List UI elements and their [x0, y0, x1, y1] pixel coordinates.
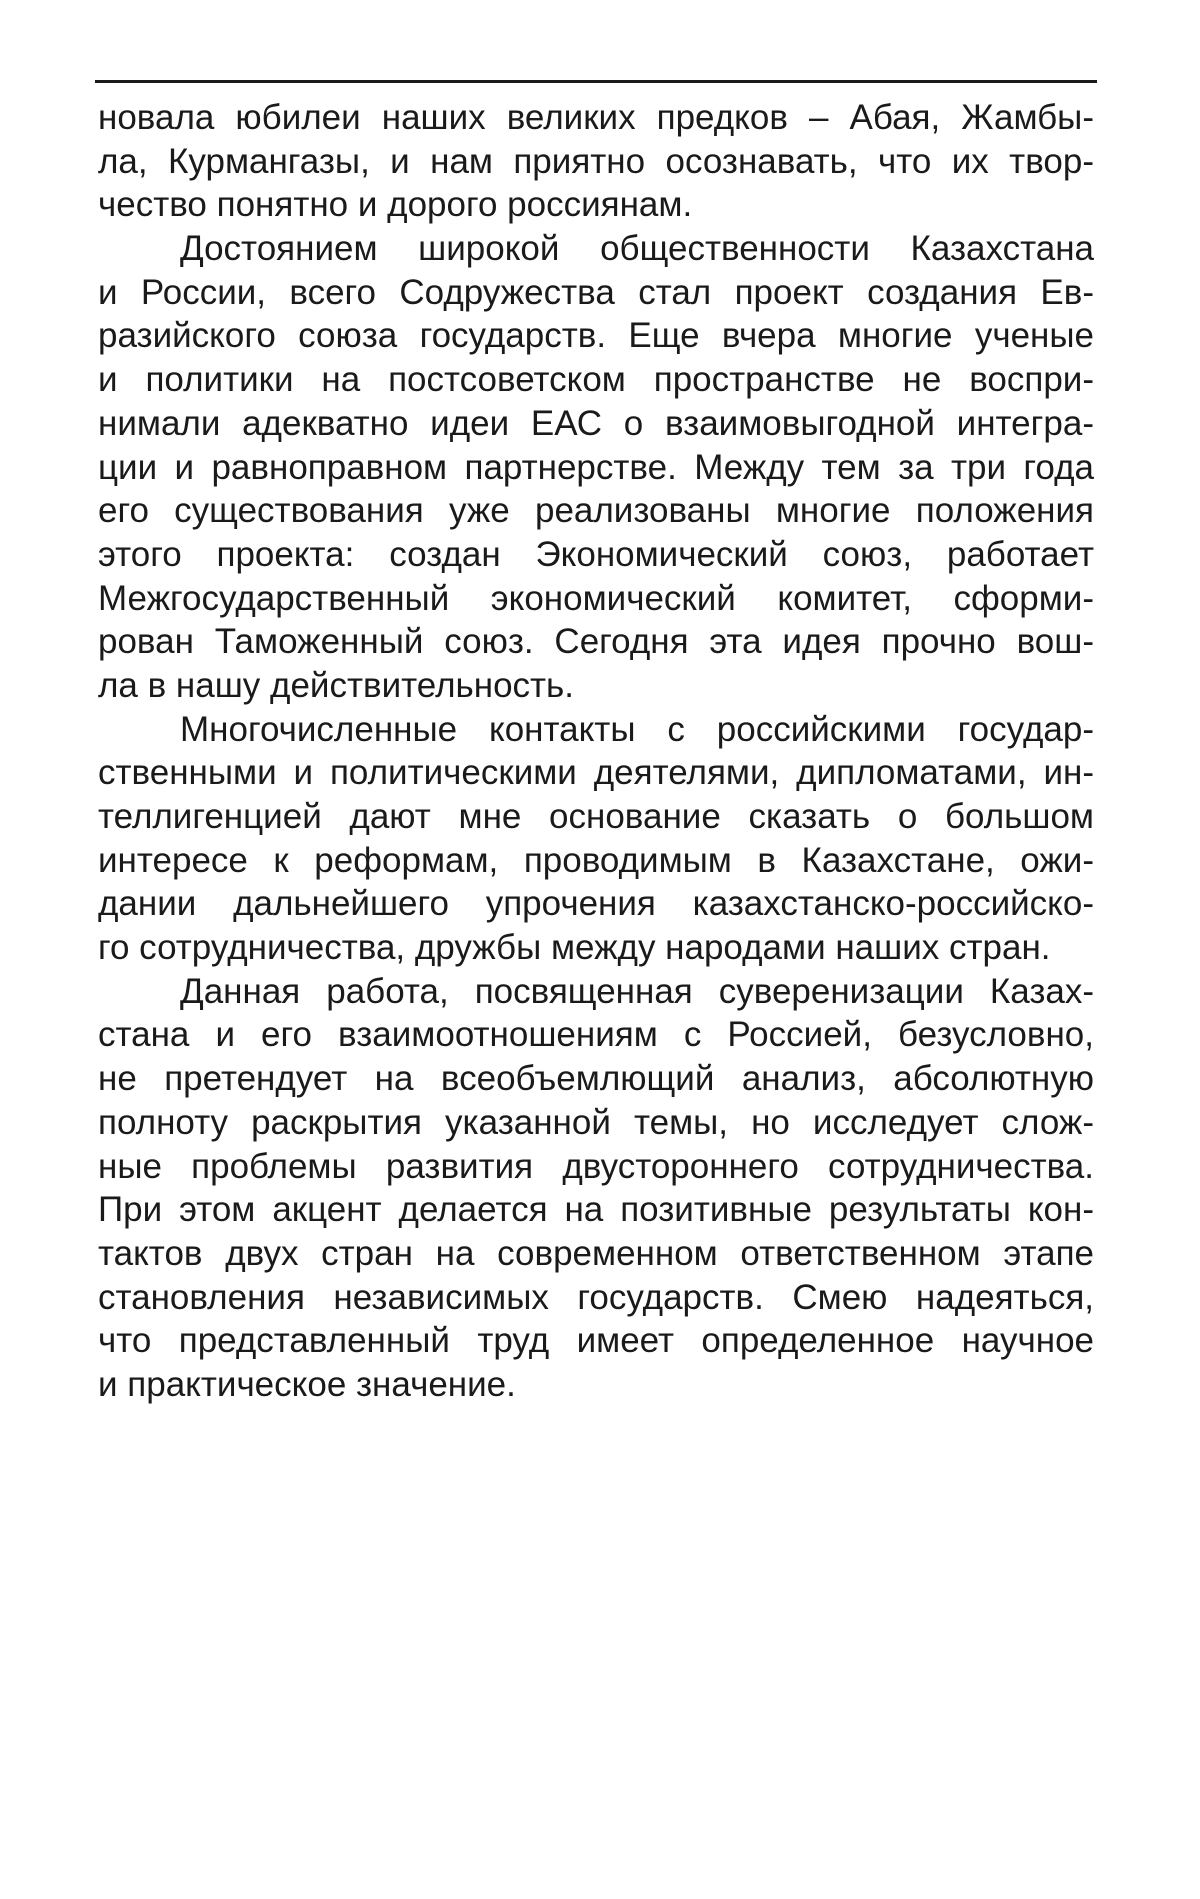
text-line: новала юбилеи наших великих предков – Абая, Жамбы-	[98, 98, 1094, 137]
text-line: разийского союза государств. Еще вчера многие ученые	[98, 316, 1094, 356]
text-line: тактов двух стран на современном ответственном этапе	[98, 1233, 1094, 1273]
text-line: Данная работа, посвященная суверенизации Казах-	[180, 971, 1094, 1011]
text-line: не претендует на всеобъемлющий анализ, абсолютную	[98, 1059, 1094, 1099]
text-line: что представленный труд имеет определенное научное	[98, 1321, 1094, 1361]
text-line: ции и равноправном партнерстве. Между тем за три года	[98, 447, 1094, 487]
text-line: стана и его взаимоотношениям с Россией, безусловно,	[98, 1015, 1094, 1055]
top-rule	[95, 80, 1097, 83]
text-line: теллигенцией дают мне основание сказать о большом	[98, 797, 1094, 836]
body-text	[98, 96, 1094, 1407]
text-line: Многочисленные контакты с российскими государ-	[180, 709, 1094, 749]
paragraph-2	[98, 227, 1094, 708]
text-line: и политики на постсоветском пространстве не воспри-	[98, 360, 1094, 400]
text-line: ла в нашу действительность.	[98, 665, 575, 705]
paragraph-1	[98, 96, 1094, 227]
paragraph-4	[98, 970, 1094, 1407]
text-line: При этом акцент делается на позитивные результаты кон-	[98, 1190, 1094, 1230]
text-line: ственными и политическими деятелями, дипломатами, ин-	[98, 753, 1094, 793]
text-line: и России, всего Содружества стал проект создания Ев-	[98, 272, 1094, 312]
text-line: интересе к реформам, проводимым в Казахстане, ожи-	[98, 840, 1094, 880]
text-line: Межгосударственный экономический комитет, сформи-	[98, 578, 1094, 618]
text-line: Достоянием широкой общественности Казахстана	[180, 229, 1094, 269]
paragraph-3	[98, 708, 1094, 970]
text-line: нимали адекватно идеи ЕАС о взаимовыгодной интегра-	[98, 403, 1094, 443]
text-line: становления независимых государств. Смею надеяться,	[98, 1277, 1094, 1317]
text-line: этого проекта: создан Экономический союз, работает	[98, 534, 1094, 574]
text-line: ла, Курмангазы, и нам приятно осознавать, что их твор-	[98, 141, 1094, 181]
text-line: го сотрудничества, дружбы между народами наших стран.	[98, 928, 1051, 968]
text-line: его существования уже реализованы многие положения	[98, 491, 1094, 531]
text-line: полноту раскрытия указанной темы, но исследует слож-	[98, 1102, 1094, 1142]
text-line: дании дальнейшего упрочения казахстанско-российско-	[98, 884, 1094, 924]
text-line: чество понятно и дорого россиянам.	[98, 185, 693, 225]
text-line: ные проблемы развития двустороннего сотрудничества.	[98, 1146, 1094, 1186]
text-line: рован Таможенный союз. Сегодня эта идея прочно вош-	[98, 622, 1094, 662]
text-line: и практическое значение.	[98, 1364, 516, 1404]
